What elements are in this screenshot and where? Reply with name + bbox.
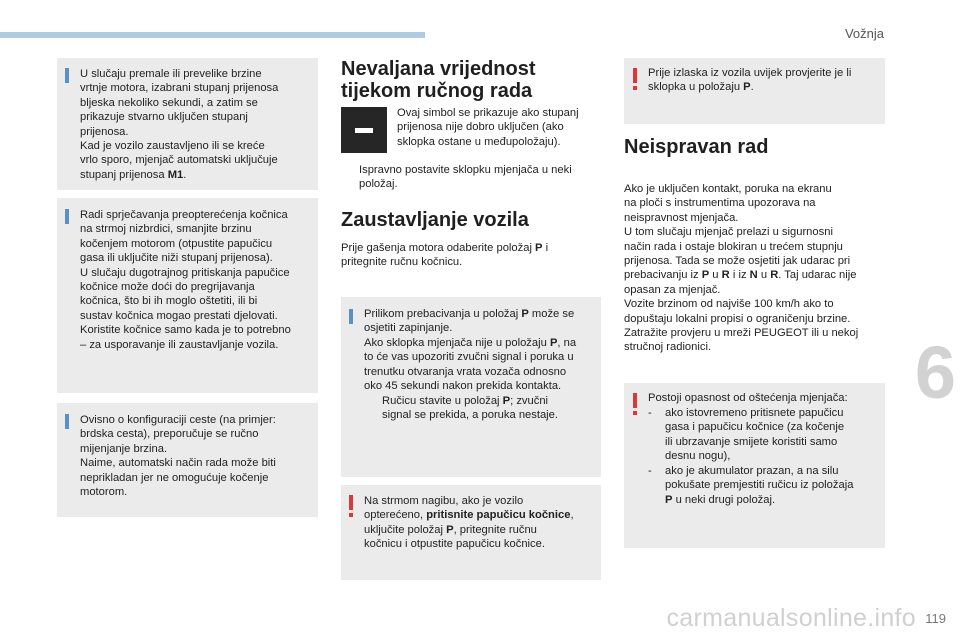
info-icon: [65, 68, 69, 83]
symbol-description: Ovaj simbol se prikazuje ako stupanj prijenosa nije dobro uključen (ako sklopka ostane u međupoložaju).: [397, 107, 579, 148]
page-number: 119: [925, 611, 946, 626]
info-icon: [65, 209, 69, 224]
warning-icon: [633, 393, 637, 408]
list-dash: -: [648, 465, 652, 477]
heading-malfunction: Neispravan rad: [624, 136, 769, 158]
info-text-park: Prilikom prebacivanja u položaj P može se osjetiti zapinjanje. Ako sklopka mjenjača nije u položaju P, na to će vas upozoriti zvučni signal i poruka u trenutku otvaranja vrata vozača odnosno oko 45 sekundi nakon prekida kontakta.: [364, 308, 577, 393]
list-dash: -: [648, 407, 652, 419]
stopping-text: Prije gašenja motora odaberite položaj P i pritegnite ručnu kočnicu.: [341, 242, 549, 269]
warning-title-gearbox-damage: Postoji opasnost od oštećenja mjenjača:: [648, 392, 848, 404]
action-instruction: Ispravno postavite sklopku mjenjača u neki položaj.: [359, 164, 572, 191]
chapter-number: 6: [914, 331, 956, 414]
warning-item-battery: ako je akumulator prazan, a na silu pokušate premjestiti ručicu iz položaja P u neki drugi položaj.: [665, 465, 854, 506]
info-text-braking: Radi sprječavanja preopterećenja kočnica na strmoj nizbrdici, smanjite brzinu kočenjem motorom (otpustite papučicu gasa ili uključite niži stupanj prijenosa). U slučaju dugotrajnog pritiskanja papučice kočnice može doći do pregrijavanja kočnica, što bi ih moglo oštetiti, ili bi sustav kočnica mogao prestati djelovati. Koristite kočnice samo kada je to potrebno – za usporavanje ili zaustavljanje vozila.: [80, 209, 291, 351]
info-text-road-config: Ovisno o konfiguraciji ceste (na primjer: brdska cesta), preporučuje se ručno mijenjanje brzina. Naime, automatski način rada može biti neprikladan jer ne omogućuje kočenje motorom.: [80, 414, 276, 499]
warning-text-slope: Na strmom nagibu, ako je vozilo opterećeno, pritisnite papučicu kočnice, uključite položaj P, pritegnite ručnu kočnicu i otpustite papučicu kočnice.: [364, 495, 574, 551]
info-icon: [65, 414, 69, 429]
info-icon: [349, 309, 353, 324]
warning-item-pedals: ako istovremeno pritisnete papučicu gasa i papučicu kočnice (za kočenje ili ubrzavanje smijete koristiti samo desnu nogu),: [665, 407, 845, 463]
warning-icon: [349, 495, 353, 510]
gear-warning-symbol-icon: [341, 107, 387, 153]
section-title: Vožnja: [844, 26, 884, 41]
heading-invalid-value: Nevaljana vrijednost tijekom ručnog rada: [341, 58, 536, 102]
header-bar: [0, 32, 425, 38]
watermark: carmanualsonline.info: [666, 604, 916, 632]
malfunction-text: Ako je uključen kontakt, poruka na ekranu na ploči s instrumentima upozorava na neispravnost mjenjača. U tom slučaju mjenjač prelazi u sigurnosni način rada i ostaje blokiran u trećem stupnju prijenosa. Tada se može osjetiti jak udarac pri prebacivanju iz P u R i iz N u R. Taj udarac nije opasan za mjenjač. Vozite brzinom od najviše 100 km/h ako to dopuštaju lokalni propisi o ograničenju brzine. Zatražite provjeru u mreži PEUGEOT ili u nekoj stručnoj radionici.: [624, 183, 859, 354]
info-bullet-park: Ručicu stavite u položaj P; zvučni signal se prekida, a poruka nestaje.: [382, 395, 559, 422]
warning-text-exit: Prije izlaska iz vozila uvijek provjerite je li sklopka u položaju P.: [648, 67, 852, 94]
warning-icon: [633, 68, 637, 83]
info-text-engine-speed: U slučaju premale ili prevelike brzine vrtnje motora, izabrani stupanj prijenosa bljeska nekoliko sekundi, a zatim se prikazuje stvarno uključen stupanj prijenosa. Kad je vozilo zaustavljeno ili se kreće vrlo sporo, mjenjač automatski uključuje stupanj prijenosa M1.: [80, 68, 279, 181]
heading-stopping: Zaustavljanje vozila: [341, 209, 529, 231]
